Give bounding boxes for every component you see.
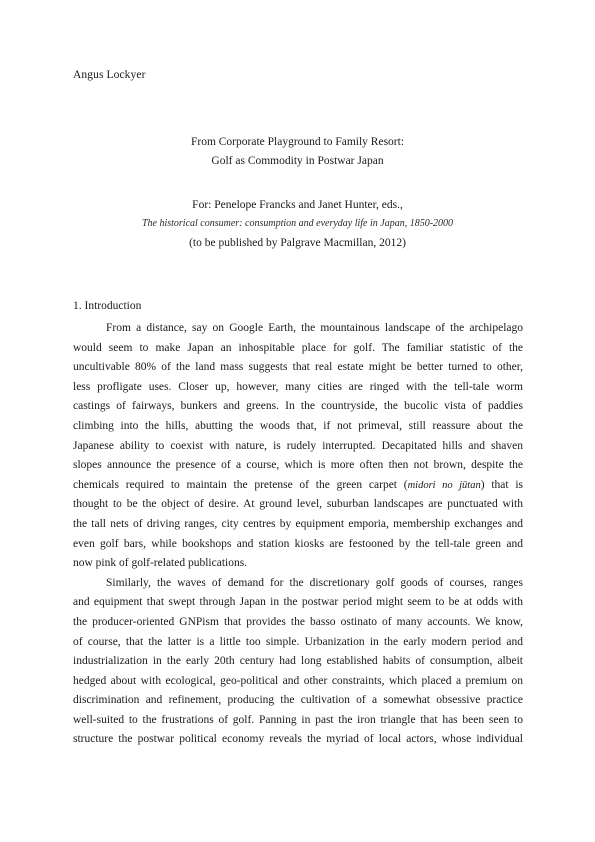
body-line: hedged about with ecological, geo-political and other constraints, which placed a premium on — [73, 674, 523, 687]
body-line: of course, that the latter is a little too simple. Urbanization in the early modern period and — [73, 635, 523, 648]
title-line-1: From Corporate Playground to Family Resort: — [190, 136, 405, 148]
author-name: Angus Lockyer — [73, 69, 146, 81]
body-line: the tall nets of driving ranges, city centres by equipment emporia, membership exchanges and — [73, 517, 523, 530]
publication-note: (to be published by Palgrave Macmillan, 2012) — [189, 237, 406, 249]
japanese-term: midori no jūtan — [407, 479, 481, 491]
body-line-text: chemicals required to maintain the pretense of the green carpet ( — [73, 478, 408, 491]
body-line: From a distance, say on Google Earth, the mountainous landscape of the archipelago — [106, 322, 523, 334]
body-line: well-suited to the frustrations of golf. Panning in past the iron triangle that has been seen to — [73, 713, 523, 726]
body-line: the producer-oriented GNPism that provides the basso ostinato of many accounts. We know, — [73, 615, 523, 628]
body-text — [73, 319, 523, 750]
body-line — [73, 476, 523, 496]
body-line: Japanese ability to coexist with nature, is rudely interrupted. Decapitated hills and shaven — [73, 439, 523, 452]
body-line: structure the postwar political economy reveals the myriad of local actors, whose individual — [73, 733, 523, 746]
body-line: Similarly, the waves of demand for the discretionary golf goods of courses, ranges — [106, 576, 523, 589]
body-line: slopes announce the presence of a course, which is more often then not brown, despite the — [73, 459, 523, 472]
body-line: and equipment that swept through Japan in the postwar period might seem to be at odds with — [73, 596, 523, 609]
section-heading: 1. Introduction — [73, 300, 142, 312]
body-line: industrialization in the early 20th century had long established habits of consumption, albeit — [73, 655, 523, 668]
body-line: now pink of golf-related publications. — [73, 557, 248, 570]
book-title: The historical consumer: consumption and everyday life in Japan, 1850-2000 — [141, 218, 454, 229]
body-line: castings of fairways, bunkers and greens. In the countryside, the bucolic vista of paddies — [73, 400, 523, 413]
body-line: thought to be the object of desire. At ground level, suburban landscapes are punctuated with — [73, 498, 523, 511]
body-line: less profligate uses. Closer up, however, many cities are ringed with the tell-tale worm — [73, 380, 523, 393]
body-line: uncultivable 80% of the land mass suggests that real estate might be better turned to other, — [73, 361, 523, 374]
body-line: even golf bars, while bookshops and station kiosks are festooned by the tell-tale green and — [73, 537, 523, 550]
body-line: discrimination and refinement, producing the cultivation of a somewhat obsessive practice — [73, 694, 523, 707]
body-line: climbing into the hills, abutting the woods that, if not primeval, still reassure about the — [73, 419, 523, 432]
title-line-2: Golf as Commodity in Postwar Japan — [211, 155, 384, 167]
body-line: would seem to make Japan an inhospitable place for golf. The familiar statistic of the — [73, 341, 523, 354]
body-line-text: ) that is — [480, 478, 523, 491]
for-line: For: Penelope Francks and Janet Hunter, eds., — [192, 199, 403, 211]
